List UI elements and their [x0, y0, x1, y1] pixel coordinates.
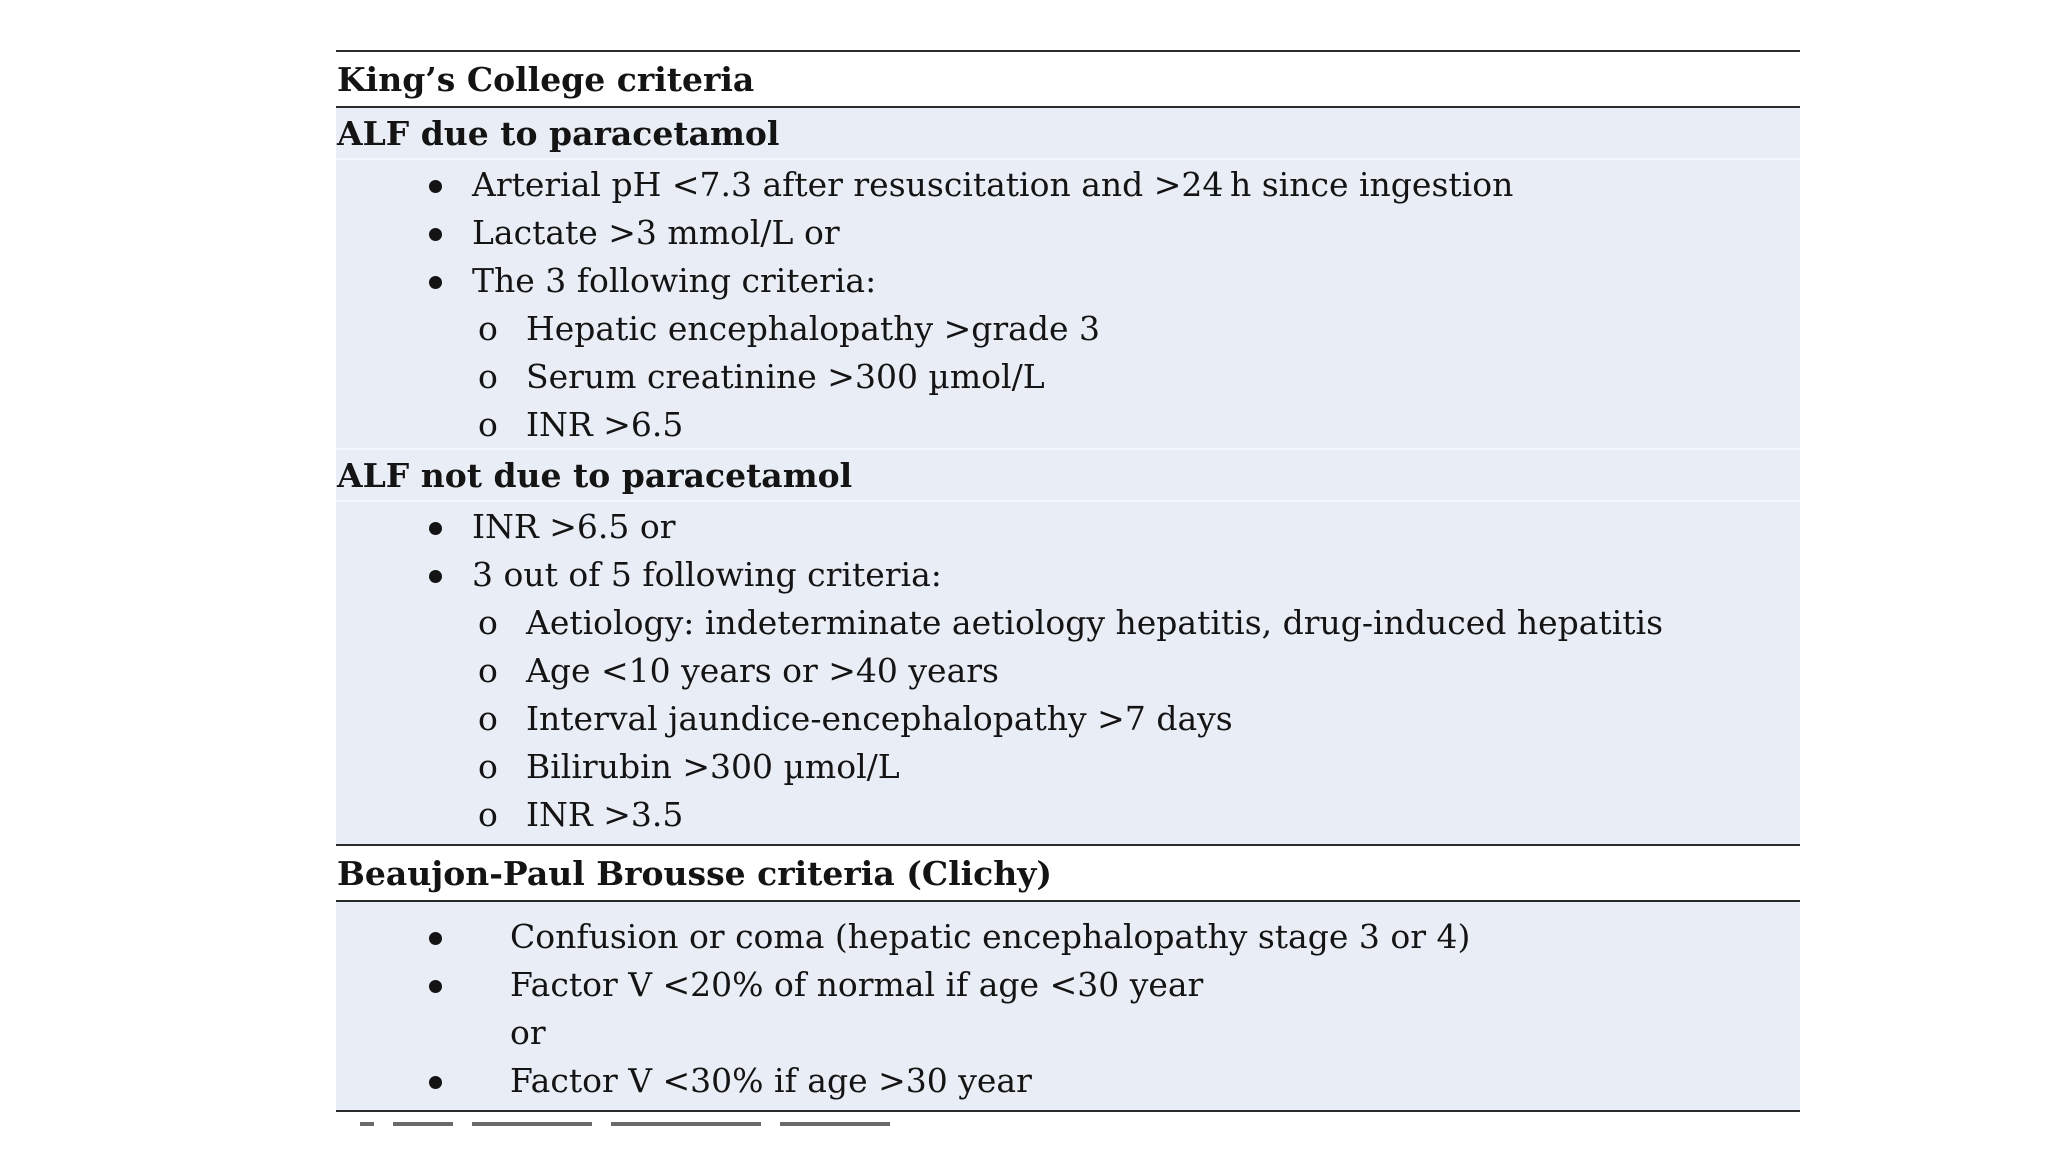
list-item-text: 3 out of 5 following criteria: [472, 554, 942, 594]
footnote-fragment [780, 1122, 890, 1126]
kings-college-title-row [336, 52, 1800, 106]
footnote-fragment [472, 1122, 592, 1126]
footnote-fragment [360, 1122, 374, 1126]
sub-list-item [336, 646, 1800, 694]
sub-list-item [336, 304, 1800, 352]
non-paracetamol-heading: ALF not due to paracetamol [337, 455, 853, 495]
sub-list-item-text: Hepatic encephalopathy >grade 3 [526, 308, 1100, 348]
sub-list-item [336, 598, 1800, 646]
bullet-icon [429, 570, 442, 583]
bullet-icon [429, 522, 442, 535]
bullet-icon [429, 228, 442, 241]
list-item-text: Factor V <30% if age >30 year [510, 1060, 1032, 1100]
sub-bullet-marker: o [478, 356, 498, 396]
sub-list-item-text: Interval jaundice-encephalopathy >7 days [526, 698, 1233, 738]
cropped-footnote [360, 1116, 980, 1128]
sub-list-item [336, 790, 1800, 838]
list-item-text: Arterial pH <7.3 after resuscitation and >24 h since ingestion [472, 164, 1514, 204]
beaujon-title-row [336, 846, 1800, 900]
sub-list-item-text: INR >6.5 [526, 404, 684, 444]
sub-bullet-marker: o [478, 308, 498, 348]
paracetamol-heading: ALF due to paracetamol [337, 113, 780, 153]
list-item-text: Confusion or coma (hepatic encephalopathy stage 3 or 4) [510, 916, 1471, 956]
paracetamol-section [336, 108, 1800, 844]
bullet-icon [429, 1076, 442, 1089]
beaujon-section [336, 902, 1800, 1110]
bullet-icon [429, 276, 442, 289]
list-item [336, 256, 1800, 304]
sub-bullet-marker: o [478, 404, 498, 444]
list-item-text: INR >6.5 or [472, 506, 676, 546]
list-item [336, 160, 1800, 208]
criteria-table [336, 50, 1800, 1112]
bottom-rule [336, 1110, 1800, 1112]
sub-bullet-marker: o [478, 698, 498, 738]
beaujon-title: Beaujon-Paul Brousse criteria (Clichy) [337, 853, 1053, 893]
sub-bullet-marker: o [478, 602, 498, 642]
list-item [336, 960, 1800, 1008]
list-item [336, 208, 1800, 256]
sub-list-item-text: INR >3.5 [526, 794, 684, 834]
sub-bullet-marker: o [478, 794, 498, 834]
sub-bullet-marker: o [478, 650, 498, 690]
sub-list-item-text: Serum creatinine >300 µmol/L [526, 356, 1045, 396]
section-padding [336, 902, 1800, 912]
sub-list-item-text: Age <10 years or >40 years [526, 650, 999, 690]
list-item [336, 912, 1800, 960]
list-item [336, 502, 1800, 550]
sub-list-item [336, 742, 1800, 790]
bullet-icon [429, 980, 442, 993]
footnote-fragment [611, 1122, 761, 1126]
sub-list-item [336, 694, 1800, 742]
list-connector [336, 1008, 1800, 1056]
sub-bullet-marker: o [478, 746, 498, 786]
sub-list-item [336, 352, 1800, 400]
footnote-fragment [393, 1122, 453, 1126]
list-item [336, 550, 1800, 598]
list-item [336, 1056, 1800, 1104]
connector-text: or [510, 1012, 546, 1052]
bullet-icon [429, 180, 442, 193]
list-item-text: Factor V <20% of normal if age <30 year [510, 964, 1204, 1004]
sub-list-item [336, 400, 1800, 448]
list-item-text: The 3 following criteria: [472, 260, 877, 300]
list-item-text: Lactate >3 mmol/L or [472, 212, 840, 252]
sub-list-item-text: Aetiology: indeterminate aetiology hepatitis, drug-induced hepatitis [526, 602, 1664, 642]
sub-list-item-text: Bilirubin >300 µmol/L [526, 746, 900, 786]
kings-college-title: King’s College criteria [337, 59, 755, 99]
bullet-icon [429, 932, 442, 945]
